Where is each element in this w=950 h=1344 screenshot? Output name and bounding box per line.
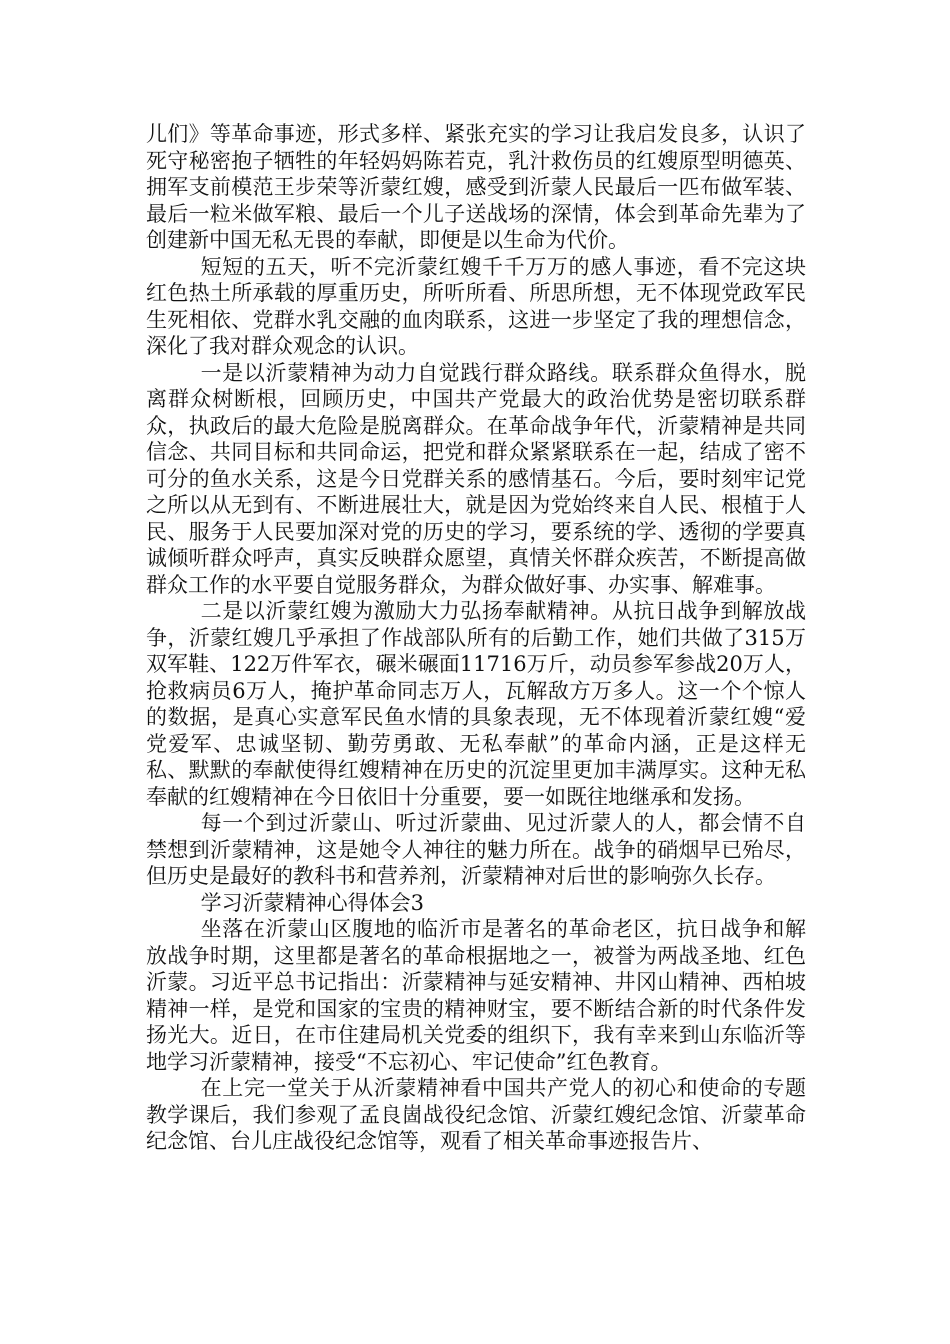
paragraph-visit: 在上完一堂关于从沂蒙精神看中国共产党人的初心和使命的专题教学课后，我们参观了孟良崮战役纪念馆、沂蒙红嫂纪念馆、沂蒙革命纪念馆、台儿庄战役纪念馆等，观看了相关革命事迹报告片、 xyxy=(146,1076,806,1153)
document-body xyxy=(146,121,806,1155)
paragraph-mass-line: 一是以沂蒙精神为动力自觉践行群众路线。联系群众鱼得水，脱离群众树断根，回顾历史，中国共产党最大的政治优势是密切联系群众，执政后的最大危险是脱离群众。在革命战争年代，沂蒙精神是共同信念、共同目标和共同命运，把党和群众紧紧联系在一起，结成了密不可分的鱼水关系，这是今日党群关系的感情基石。今后，要时刻牢记党之所以从无到有、不断进展壮大，就是因为党始终来自人民、根植于人民、服务于人民要加深对党的历史的学习，要系统的学、透彻的学要真诚倾听群众呼声，真实反映群众愿望，真情关怀群众疾苦，不断提高做群众工作的水平要自觉服务群众，为群众做好事、办实事、解难事。 xyxy=(146,360,806,597)
paragraph-continued: 儿们》等革命事迹，形式多样、紧张充实的学习让我启发良多，认识了死守秘密抱子牺牲的年轻妈妈陈若克，乳汁救伤员的红嫂原型明德英、拥军支前模范王步荣等沂蒙红嫂，感受到沂蒙人民最后一匹布做军装、最后一粒米做军粮、最后一个儿子送战场的深情，体会到革命先辈为了创建新中国无私无畏的奉献，即便是以生命为代价。 xyxy=(146,122,806,252)
paragraph-linyi-intro: 坐落在沂蒙山区腹地的临沂市是著名的革命老区，抗日战争和解放战争时期，这里都是著名的革命根据地之一，被誉为两战圣地、红色沂蒙。习近平总书记指出：沂蒙精神与延安精神、井冈山精神、西柏坡精神一样，是党和国家的宝贵的精神财宝，要不断结合新的时代条件发扬光大。近日，在市住建局机关党委的组织下，我有幸来到山东临沂等地学习沂蒙精神，接受“不忘初心、牢记使命”红色教育。 xyxy=(146,917,806,1074)
paragraph-five-days: 短短的五天，听不完沂蒙红嫂千千万万的感人事迹，看不完这块红色热土所承载的厚重历史，所听所看、所思所想，无不体现党政军民生死相依、党群水乳交融的血肉联系，这进一步坚定了我的理想信念，深化了我对群众观念的认识。 xyxy=(146,254,806,358)
paragraph-yimeng-charm: 每一个到过沂蒙山、听过沂蒙曲、见过沂蒙人的人，都会情不自禁想到沂蒙精神，这是她令人神往的魅力所在。战争的硝烟早已殆尽，但历史是最好的教科书和营养剂，沂蒙精神对后世的影响弥久长存。 xyxy=(146,811,806,888)
section-heading: 学习沂蒙精神心得体会3 xyxy=(200,890,424,915)
paragraph-dedication: 二是以沂蒙红嫂为激励大力弘扬奉献精神。从抗日战争到解放战争，沂蒙红嫂几乎承担了作战部队所有的后勤工作，她们共做了315万双军鞋、122万件军衣，碾米碾面11716万斤，动员参军参战20万人，抢救病员6万人，掩护革命同志万人，瓦解敌方万多人。这一个个惊人的数据，是真心实意军民鱼水情的具象表现，无不体现着沂蒙红嫂“爱党爱军、忠诚坚韧、勤劳勇敢、无私奉献”的革命内涵，正是这样无私、默默的奉献使得红嫂精神在历史的沉淀里更加丰满厚实。这种无私奉献的红嫂精神在今日依旧十分重要，要一如既往地继承和发扬。 xyxy=(146,599,806,809)
